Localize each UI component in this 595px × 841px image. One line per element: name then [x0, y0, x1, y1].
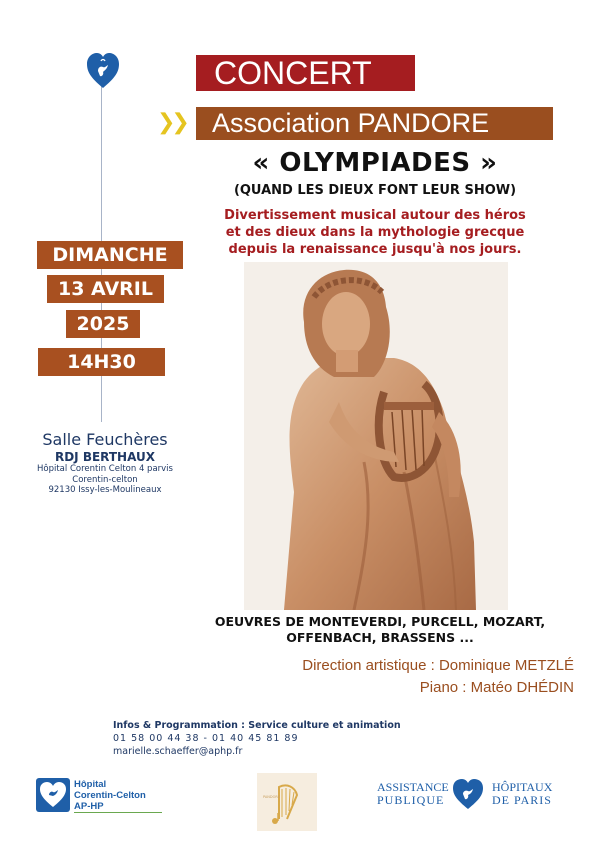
- venue-block: [20, 430, 190, 496]
- hospital-logo-line: Hôpital: [74, 779, 107, 790]
- works-list: [190, 614, 570, 646]
- program-subtitle: (QUAND LES DIEUX FONT LEUR SHOW): [233, 183, 517, 198]
- apollo-statue-image: [244, 262, 508, 610]
- info-phones: 01 58 00 44 38 - 01 40 45 81 89: [113, 733, 299, 744]
- date-badge: 13 AVRIL: [47, 275, 164, 303]
- pandore-label: PANDORE: [263, 795, 280, 799]
- aphp-heart-icon: [453, 778, 483, 810]
- artistic-direction: Direction artistique : Dominique METZLÉ: [302, 657, 574, 674]
- aphp-line: DE PARIS: [492, 793, 552, 807]
- time-badge: 14H30: [38, 348, 165, 376]
- hospital-logo-underline: [74, 812, 162, 813]
- aphp-logo-right: [492, 781, 552, 807]
- hospital-logo-line: AP-HP: [74, 801, 104, 812]
- association-banner: Association PANDORE: [196, 107, 553, 140]
- venue-name: Salle Feuchères: [42, 430, 168, 449]
- works-line: OFFENBACH, BRASSENS ...: [286, 630, 474, 645]
- year-badge: 2025: [66, 310, 140, 338]
- aphp-line: HÔPITAUX: [492, 780, 553, 794]
- hospital-logo-line: Corentin-Celton: [74, 790, 146, 801]
- aphp-heart-icon: [87, 52, 119, 90]
- description-line: Divertissement musical autour des héros: [224, 208, 526, 223]
- venue-room: RDJ BERTHAUX: [54, 450, 156, 464]
- aphp-line: PUBLIQUE: [377, 793, 445, 807]
- hospital-logo-icon: [36, 778, 70, 812]
- day-badge: DIMANCHE: [37, 241, 183, 269]
- chevron-right-icon: ❯❯: [157, 110, 186, 135]
- venue-address-line: 92130 Issy-les-Moulineaux: [48, 485, 162, 495]
- harp-icon: [257, 773, 317, 831]
- info-title: Infos & Programmation : Service culture et animation: [113, 720, 401, 731]
- aphp-logo-left: [377, 781, 449, 807]
- program-description: [190, 207, 560, 258]
- venue-address-line: Hôpital Corentin Celton 4 parvis: [37, 464, 173, 474]
- info-block: [113, 719, 413, 758]
- piano-credit: Piano : Matéo DHÉDIN: [419, 679, 574, 696]
- program-title: « OLYMPIADES »: [252, 148, 498, 178]
- info-email[interactable]: marielle.schaeffer@aphp.fr: [113, 746, 243, 757]
- aphp-line: ASSISTANCE: [377, 780, 449, 794]
- works-line: OEUVRES DE MONTEVERDI, PURCELL, MOZART,: [214, 614, 546, 629]
- description-line: et des dieux dans la mythologie grecque: [225, 225, 525, 240]
- concert-banner: CONCERT: [196, 55, 415, 91]
- description-line: depuis la renaissance jusqu'à nos jours.: [228, 242, 522, 257]
- pandore-logo: [257, 773, 317, 831]
- venue-address-line: Corentin-celton: [72, 474, 138, 485]
- hospital-logo-text: [74, 779, 146, 812]
